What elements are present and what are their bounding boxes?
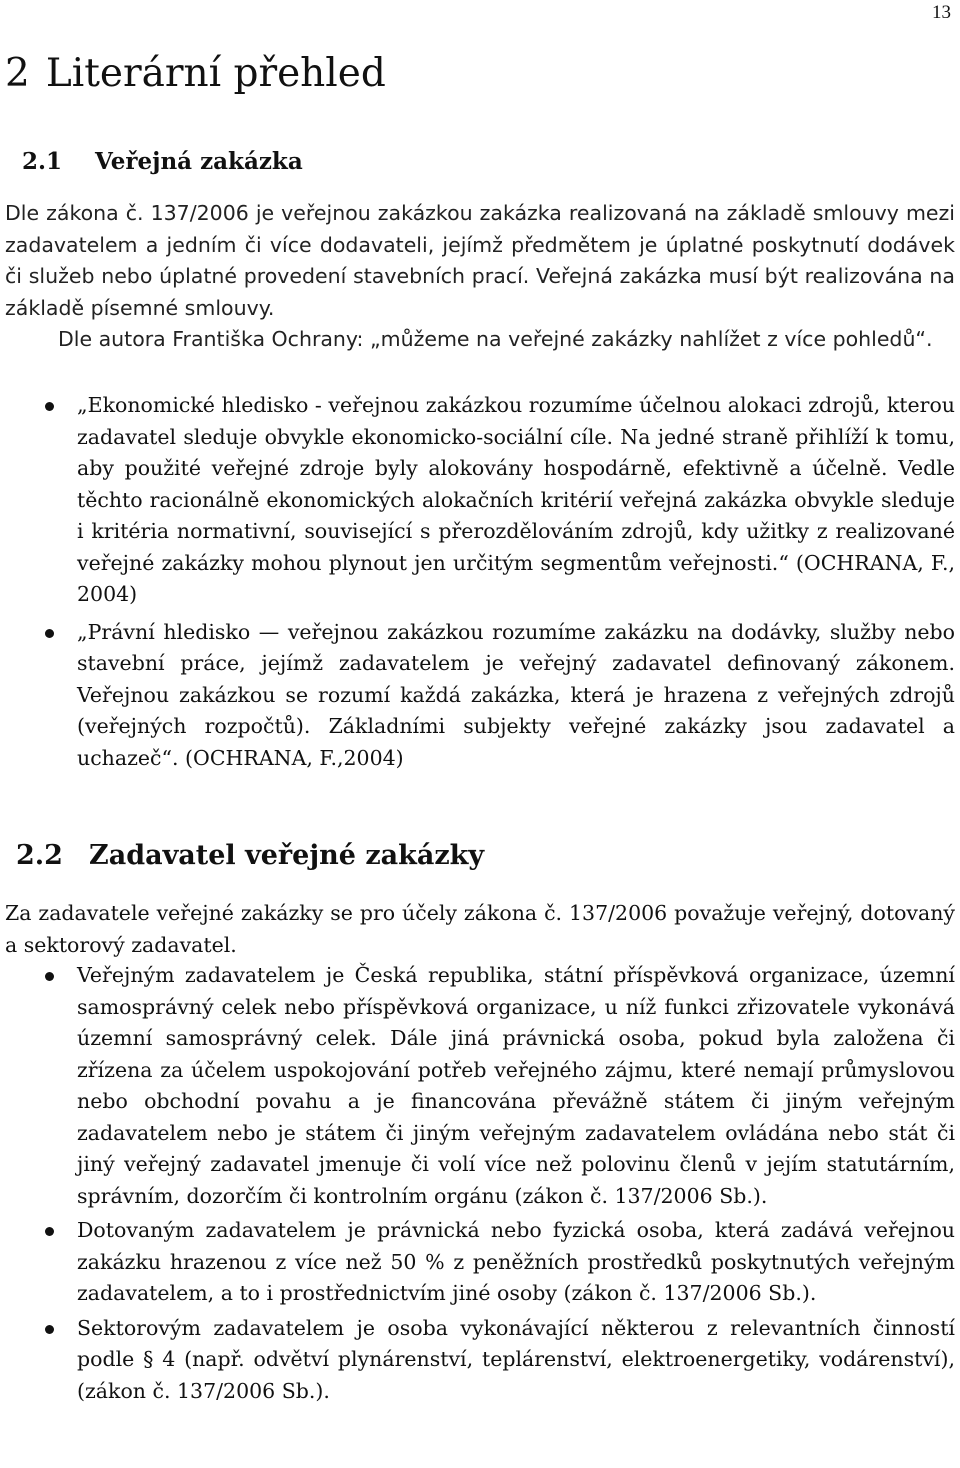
section-number: 2.2 xyxy=(16,840,63,871)
page-number: 13 xyxy=(932,2,951,23)
bullet-icon xyxy=(45,972,54,981)
section-2-2-bullet-list xyxy=(0,960,960,1407)
list-item-text: Veřejným zadavatelem je Česká republika, státní příspěvková organizace, územní samosprávný celek nebo příspěvková organizace, u níž funkci zřizovatele vykonává územní samosprávný celek. Dále jiná právnická osoba, pokud byla založena či zřízena za účelem uspokojování potřeb veřejného zájmu, které nemají průmyslovou nebo obchodní povahu a je financována převážně státem či jiným veřejným zadavatelem nebo je státem či jiným veřejným zadavatelem ovládána nebo stát či jiný veřejný zadavatel jmenuje či volí více než polovinu členů v jejím statutárním, správním, dozorčím či kontrolním orgánu (zákon č. 137/2006 Sb.). xyxy=(77,963,955,1208)
section-title: Zadavatel veřejné zakázky xyxy=(89,840,485,871)
list-item-text: Dotovaným zadavatelem je právnická nebo fyzická osoba, která zadává veřejnou zakázku hrazenou z více než 50 % z peněžních prostředků poskytnutých veřejným zadavatelem, a to i prostřednictvím jiné osoby (zákon č. 137/2006 Sb.). xyxy=(77,1218,955,1305)
list-item-text: „Právní hledisko — veřejnou zakázkou rozumíme zakázku na dodávky, služby nebo stavební práce, jejímž zadavatelem je veřejný zadavatel definovaný zákonem. Veřejnou zakázkou se rozumí každá zakázka, která je hrazena z veřejných zdrojů (veřejných rozpočtů). Základními subjekty veřejné zakázky jsou zadavatel a uchazeč“. (OCHRANA, F.,2004) xyxy=(77,619,955,770)
section-2-1-paragraph-2: Dle autora Františka Ochrany: „můžeme na veřejné zakázky nahlížet z více pohledů“. xyxy=(58,327,933,351)
list-item xyxy=(0,960,960,1212)
list-item xyxy=(0,617,960,775)
bullet-icon xyxy=(45,402,54,411)
list-item-text: Sektorovým zadavatelem je osoba vykonávající některou z relevantních činností podle § 4 (např. odvětví plynárenství, teplárenství, elektroenergetiky, vodárenství), (zákon č. 137/2006 Sb.). xyxy=(77,1315,955,1403)
section-heading-2-2 xyxy=(16,838,484,874)
list-item-text: „Ekonomické hledisko - veřejnou zakázkou rozumíme účelnou alokaci zdrojů, kterou zadavatel sleduje obvykle ekonomicko-sociální cíle. Na jedné straně přihlíží k tomu, aby použité veřejné zdroje byly alokovány hospodárně, efektivně a účelně. Vedle těchto racionálně ekonomických alokačních kritérií veřejná zakázka obvykle sleduje i kritéria normativní, související s přerozdělováním zdrojů, kdy užitky z realizované veřejné zakázky mohou plynout jen určitým segmentům veřejnosti.“ (OCHRANA, F., 2004) xyxy=(77,393,955,606)
list-item xyxy=(0,1215,960,1310)
section-2-2-paragraph-1: Za zadavatele veřejné zakázky se pro účely zákona č. 137/2006 považuje veřejný, dotovaný a sektorový zadavatel. xyxy=(5,901,955,957)
section-title: Veřejná zakázka xyxy=(95,148,303,175)
section-2-1-paragraph-1: Dle zákona č. 137/2006 je veřejnou zakázkou zakázka realizovaná na základě smlouvy mezi zadavatelem a jedním či více dodavateli, jejímž předmětem je úplatné poskytnutí dodávek či služeb nebo úplatné provedení stavebních prací. Veřejná zakázka musí být realizována na základě písemné smlouvy. xyxy=(5,201,955,320)
list-item xyxy=(0,390,960,611)
section-number: 2.1 xyxy=(22,148,63,175)
bullet-icon xyxy=(45,629,54,638)
bullet-icon xyxy=(45,1227,54,1236)
section-2-1-bullet-list xyxy=(0,390,960,774)
list-item xyxy=(0,1313,960,1408)
chapter-title: Literární přehled xyxy=(45,51,386,96)
chapter-heading xyxy=(5,48,386,100)
chapter-number: 2 xyxy=(5,51,30,96)
bullet-icon xyxy=(45,1325,54,1334)
section-heading-2-1 xyxy=(22,144,303,180)
